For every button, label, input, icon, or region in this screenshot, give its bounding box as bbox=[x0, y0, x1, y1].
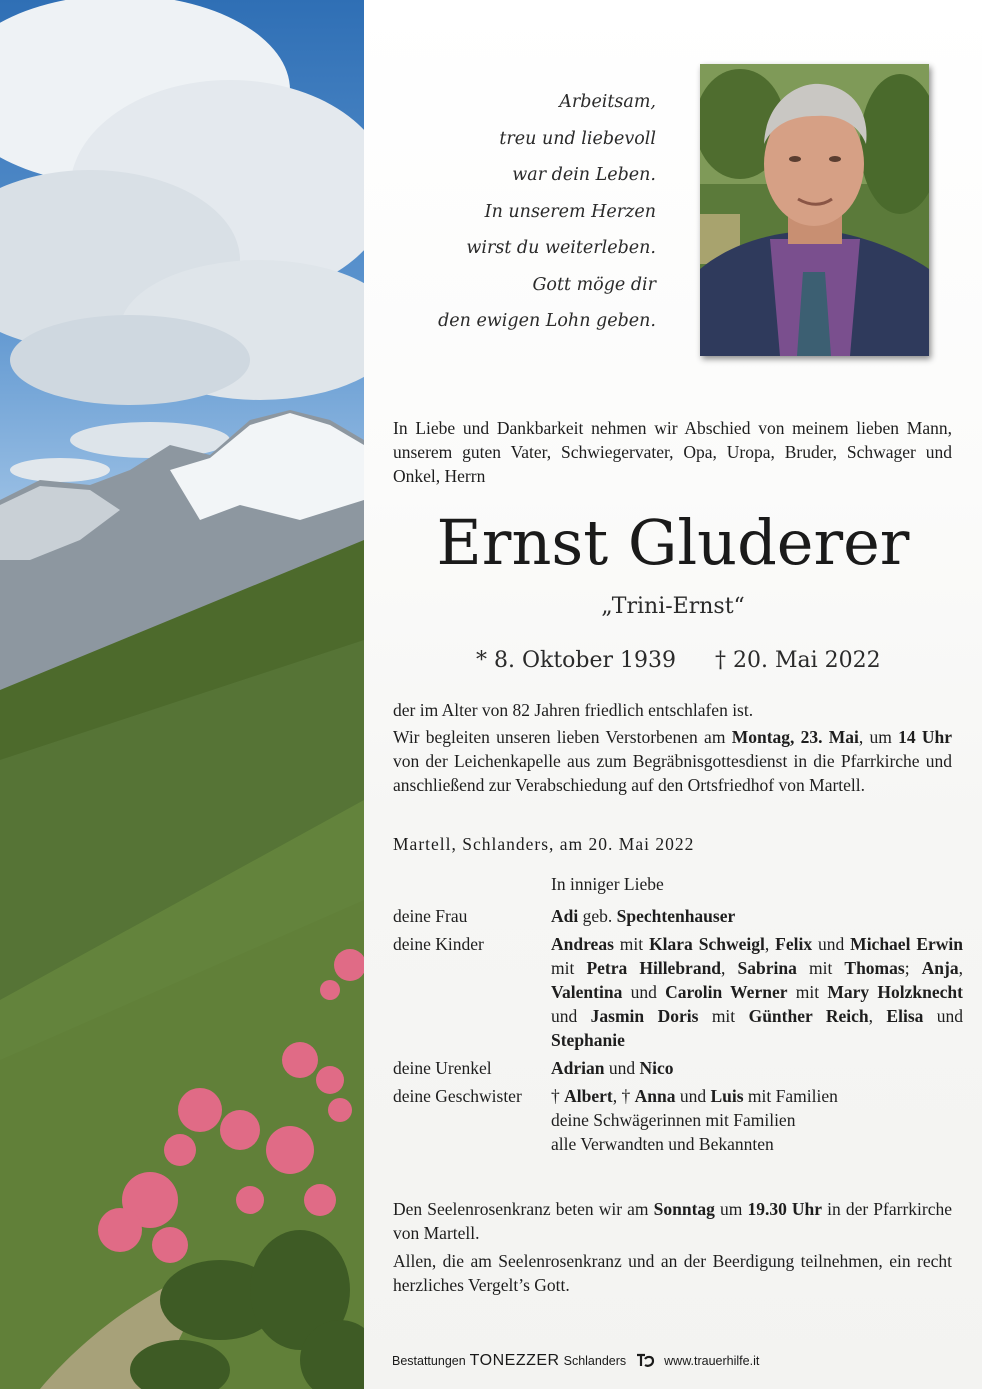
footer-url: www.trauerhilfe.it bbox=[664, 1354, 760, 1368]
family-connector-text: mit bbox=[787, 982, 828, 1002]
landscape-illustration bbox=[0, 0, 364, 1389]
verse-line: treu und liebevoll bbox=[499, 128, 656, 149]
family-member-name: Stephanie bbox=[551, 1030, 625, 1050]
rosary-details: Den Seelenrosenkranz beten wir am Sonntag um 19.30 Uhr in der Pfarrkirche von Martell. bbox=[393, 1199, 952, 1243]
memorial-verse bbox=[438, 84, 656, 340]
family-member-name: Albert bbox=[564, 1086, 613, 1106]
family-connector-text: , bbox=[868, 1006, 887, 1026]
family-row-great-grandchildren bbox=[393, 1056, 963, 1080]
funeral-details bbox=[393, 725, 952, 797]
intro-text: In Liebe und Dankbarkeit nehmen wir Abschied von meinem lieben Mann, unserem guten Vater, Schwiegervater, Opa, Uropa, Bruder, Schwager und Onkel, Herrn bbox=[393, 418, 952, 486]
verse-line: den ewigen Lohn geben. bbox=[438, 311, 656, 331]
footer bbox=[392, 1352, 759, 1370]
landscape-image bbox=[0, 0, 364, 1389]
family-member-name: Carolin Werner bbox=[665, 982, 788, 1002]
family-connector-text: mit bbox=[613, 934, 650, 954]
family-connector-text: , bbox=[958, 958, 963, 978]
family-connector-text: mit bbox=[551, 958, 587, 978]
family-row-wife bbox=[393, 904, 963, 928]
family-member-name: Luis bbox=[710, 1086, 744, 1106]
family-label: deine Urenkel bbox=[393, 1058, 492, 1078]
verse-line: wirst du weiterleben. bbox=[466, 238, 656, 258]
funeral-time: 14 Uhr bbox=[898, 727, 953, 747]
family-member-name: Thomas bbox=[844, 958, 905, 978]
trauerhilfe-logo-icon bbox=[634, 1353, 656, 1369]
verse-line: In unserem Herzen bbox=[484, 201, 656, 222]
family-member-name: Klara Schweigl bbox=[649, 934, 765, 954]
cloud-shapes bbox=[0, 0, 364, 482]
love-line: In inniger Liebe bbox=[551, 874, 664, 894]
family-member-name: Anja bbox=[921, 958, 959, 978]
death-date: † 20. Mai 2022 bbox=[715, 648, 881, 673]
family-member-name: Sabrina bbox=[737, 958, 797, 978]
obituary-card bbox=[364, 0, 982, 1389]
portrait-photo bbox=[700, 64, 929, 356]
family-connector-text: und bbox=[923, 1006, 964, 1026]
footer-brand: TONEZZER bbox=[469, 1352, 560, 1369]
thanks-text: Allen, die am Seelenrosenkranz und an der Beerdigung teilnehmen, ein recht herzliches Vergelt’s Gott. bbox=[393, 1251, 952, 1295]
family-connector-text: mit bbox=[698, 1006, 749, 1026]
verse-line: Gott möge dir bbox=[532, 274, 656, 295]
family-connector-text: , bbox=[764, 934, 776, 954]
family-connector-text: † bbox=[551, 1086, 565, 1106]
family-connector-text: ; bbox=[904, 958, 922, 978]
funeral-day: Montag, 23. Mai bbox=[731, 727, 859, 747]
funeral-text: , um bbox=[858, 727, 899, 747]
family-connector-text: und bbox=[675, 1086, 711, 1106]
verse-line: war dein Leben. bbox=[512, 165, 656, 185]
family-row-children bbox=[393, 932, 963, 1052]
family-connector-text: mit bbox=[796, 958, 845, 978]
portrait-illustration bbox=[700, 64, 929, 356]
footer-prefix: Bestattungen bbox=[392, 1354, 466, 1368]
signature-intro-row bbox=[393, 872, 963, 896]
footer-town: Schlanders bbox=[563, 1354, 627, 1368]
family-member-name: Felix bbox=[775, 934, 813, 954]
family-connector-text: mit Familien bbox=[743, 1086, 838, 1106]
family-label: deine Geschwister bbox=[393, 1086, 522, 1106]
birth-date: * 8. Oktober 1939 bbox=[476, 648, 677, 673]
family-member-name: Petra Hillebrand bbox=[586, 958, 722, 978]
family-label: deine Kinder bbox=[393, 934, 484, 954]
family-relatives: alle Verwandten und Bekannten bbox=[551, 1134, 774, 1154]
funeral-text: Wir begleiten unseren lieben Verstorbenen am bbox=[393, 727, 732, 747]
family-signatures bbox=[393, 872, 963, 1156]
family-connector-text: , bbox=[721, 958, 738, 978]
family-member-name: Anna bbox=[634, 1086, 676, 1106]
family-children bbox=[551, 932, 963, 1052]
family-row-siblings bbox=[393, 1084, 963, 1156]
age-line: der im Alter von 82 Jahren friedlich entschlafen ist. bbox=[393, 700, 754, 720]
family-connector-text: und bbox=[812, 934, 851, 954]
family-member-name: Jasmin Doris bbox=[590, 1006, 699, 1026]
nickname: „Trini-Ernst“ bbox=[601, 594, 745, 619]
family-connector-text: und bbox=[551, 1006, 591, 1026]
family-member-name: Valentina bbox=[551, 982, 623, 1002]
family-label: deine Frau bbox=[393, 906, 468, 926]
family-member-name: Andreas bbox=[551, 934, 614, 954]
funeral-text: von der Leichenkapelle aus zum Begräbnisgottesdienst in die Pfarrkirche und anschließend zur Verabschiedung auf den Ortsfriedhof von Martell. bbox=[393, 751, 952, 795]
verse-line: Arbeitsam, bbox=[559, 92, 656, 112]
family-wife: Adi geb. Spechtenhauser bbox=[551, 906, 736, 926]
deceased-name: Ernst Gluderer bbox=[436, 506, 910, 579]
family-siblings bbox=[551, 1084, 963, 1108]
family-member-name: Mary Holzknecht bbox=[827, 982, 963, 1002]
family-connector-text: , † bbox=[612, 1086, 635, 1106]
family-member-name: Michael Erwin bbox=[850, 934, 964, 954]
family-connector-text: und bbox=[622, 982, 666, 1002]
family-member-name: Günther Reich bbox=[748, 1006, 869, 1026]
family-great-grandchildren: Adrian und Nico bbox=[551, 1058, 674, 1078]
place-and-date: Martell, Schlanders, am 20. Mai 2022 bbox=[393, 834, 695, 854]
family-member-name: Elisa bbox=[886, 1006, 924, 1026]
family-in-laws: deine Schwägerinnen mit Familien bbox=[551, 1110, 796, 1130]
